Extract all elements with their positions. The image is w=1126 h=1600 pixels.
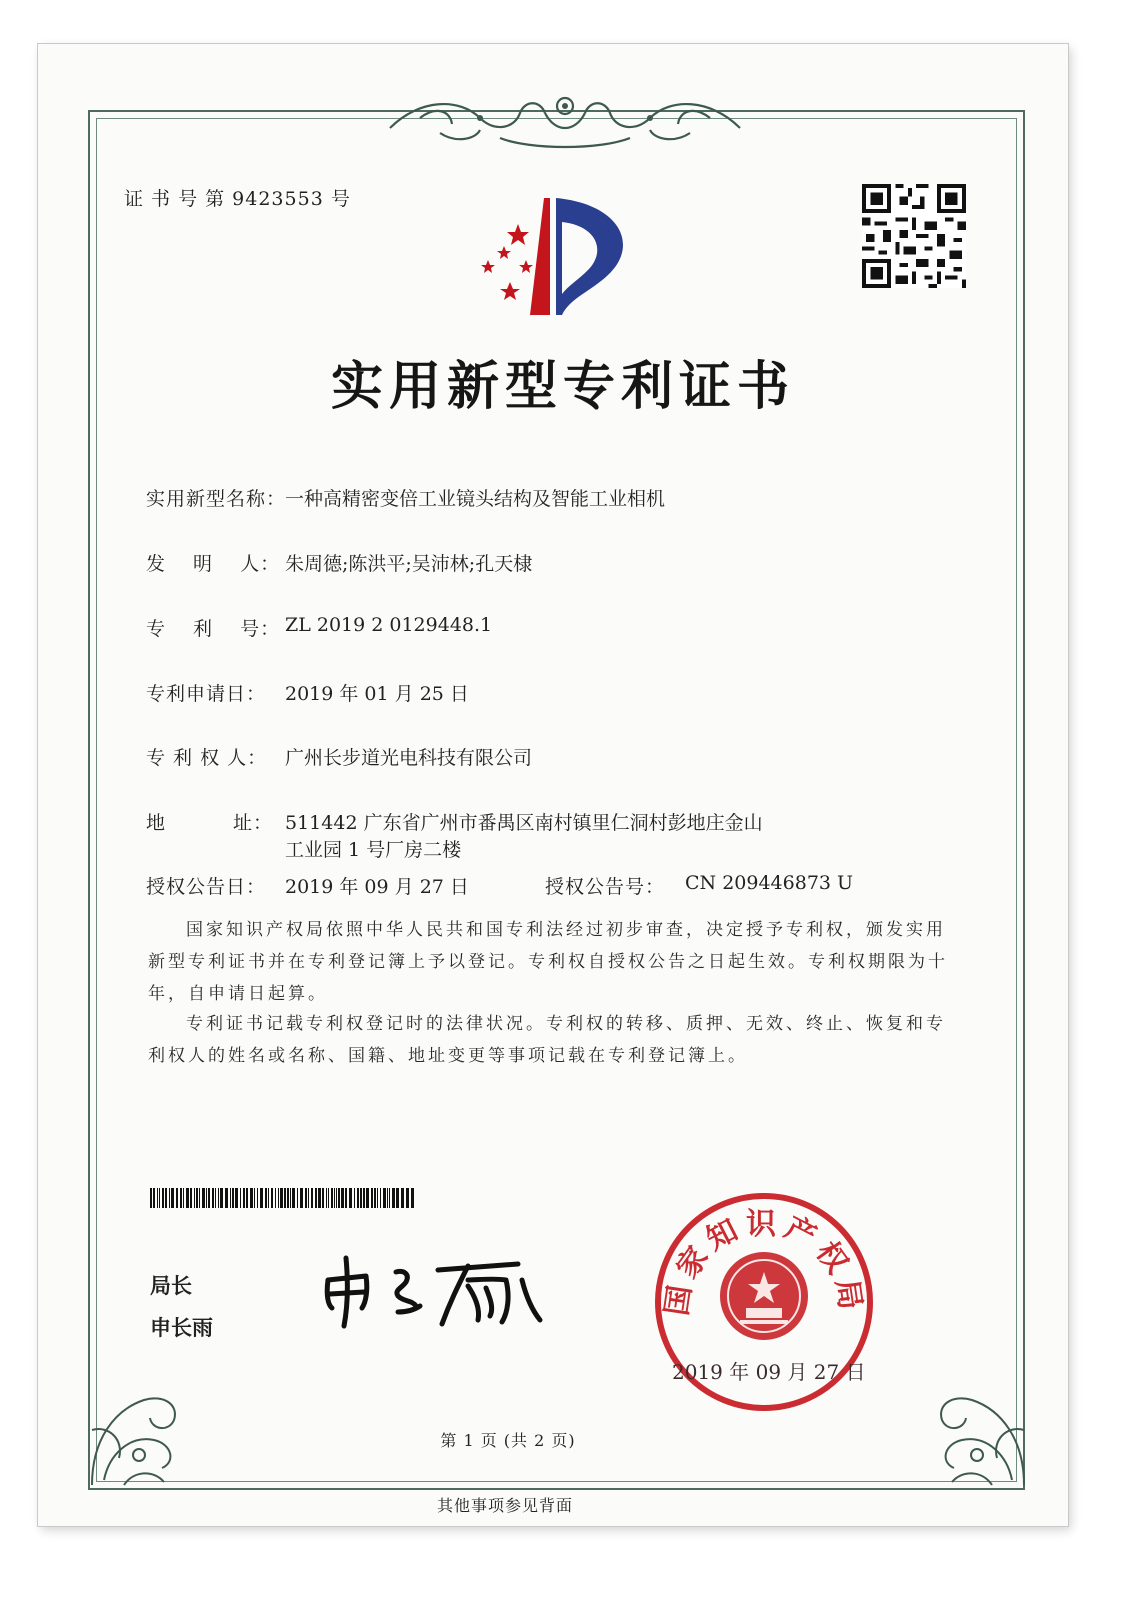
- barcode-bar: [383, 1188, 386, 1208]
- barcode-bar: [150, 1188, 152, 1208]
- barcode-bar: [254, 1188, 255, 1208]
- field-label-address: 地 址：: [146, 812, 274, 834]
- barcode-bar: [202, 1188, 205, 1208]
- field-label-inventor: 发 明 人：: [146, 553, 281, 575]
- field-value-address-line2: 工业园 1 号厂房二楼: [285, 839, 462, 861]
- signature-title: 局长: [150, 1274, 192, 1298]
- field-value-application-date: 2019 年 01 月 25 日: [285, 683, 469, 705]
- barcode-bar: [336, 1188, 337, 1208]
- barcode-bar: [165, 1188, 167, 1208]
- field-value-patentee: 广州长步道光电科技有限公司: [285, 747, 533, 769]
- barcode-bar: [363, 1188, 365, 1208]
- barcode-bar: [331, 1188, 333, 1208]
- field-value-inventor: 朱周德;陈洪平;吴沛林;孔天棣: [285, 553, 533, 575]
- barcode-bar: [265, 1188, 267, 1208]
- qr-code-icon: [862, 184, 966, 288]
- barcode-bar: [338, 1188, 340, 1208]
- barcode-bar: [315, 1188, 317, 1208]
- barcode-bar: [387, 1188, 388, 1208]
- certificate-title: 实用新型专利证书: [330, 357, 795, 417]
- barcode-bar: [290, 1188, 291, 1208]
- barcode-bar: [206, 1188, 207, 1208]
- barcode-bar: [297, 1188, 298, 1208]
- field-label-patent-no: 专 利 号：: [146, 618, 281, 640]
- page-number: 第 1 页 (共 2 页): [440, 1431, 576, 1450]
- barcode-bar: [257, 1188, 258, 1208]
- barcode-bar: [246, 1188, 248, 1208]
- barcode-bar: [328, 1188, 329, 1208]
- barcode-bar: [162, 1188, 164, 1208]
- barcode-bar: [190, 1188, 192, 1208]
- barcode-bar: [218, 1188, 219, 1208]
- barcode-bar: [278, 1188, 279, 1208]
- barcode-bar: [357, 1188, 359, 1208]
- barcode-bar: [169, 1188, 170, 1208]
- top-ornament-icon: [380, 88, 750, 152]
- barcode-bar: [243, 1188, 245, 1208]
- barcode-bar: [360, 1188, 362, 1208]
- barcode-bar: [208, 1188, 210, 1208]
- barcode-bar: [176, 1188, 178, 1208]
- barcode-bar: [377, 1188, 378, 1208]
- barcode-bar: [374, 1188, 376, 1208]
- barcode-bar: [401, 1188, 404, 1208]
- barcode-bar: [341, 1188, 344, 1208]
- barcode-bar: [371, 1188, 373, 1208]
- barcode-bar: [212, 1188, 214, 1208]
- barcode-bar: [280, 1188, 283, 1208]
- back-note: 其他事项参见背面: [436, 1496, 573, 1515]
- barcode-bar: [389, 1188, 390, 1208]
- barcode-bar: [326, 1188, 327, 1208]
- field-value-grant-date: 2019 年 09 月 27 日: [285, 876, 469, 898]
- svg-text:国家知识产权局: 国家知识产权局: [659, 1206, 869, 1318]
- barcode-bar: [300, 1188, 303, 1208]
- barcode-bar: [186, 1188, 189, 1208]
- barcode-bar: [308, 1188, 309, 1208]
- barcode-bar: [220, 1188, 223, 1208]
- barcode-bar: [406, 1188, 409, 1208]
- barcode-bar: [284, 1188, 286, 1208]
- field-label-patentee: 专 利 权 人：: [146, 747, 268, 769]
- barcode-bar: [392, 1188, 395, 1208]
- barcode-bar: [194, 1188, 195, 1208]
- barcode-bar: [159, 1188, 160, 1208]
- paragraph-2: 专利证书记载专利权登记时的法律状况。专利权的转移、质押、无效、终止、恢复和专利权人的姓名或名称、国籍、地址变更等事项记载在专利登记簿上。: [148, 1014, 946, 1066]
- field-label-application-date: 专利申请日：: [146, 683, 267, 705]
- barcode-bar: [354, 1188, 355, 1208]
- field-value-patent-no: ZL 2019 2 0129448.1: [285, 614, 493, 636]
- barcode-bar: [271, 1188, 273, 1208]
- barcode-bar: [349, 1188, 352, 1208]
- barcode-bar: [380, 1188, 381, 1208]
- barcode-bar: [171, 1188, 174, 1208]
- barcode-bar: [322, 1188, 324, 1208]
- barcode-bar: [305, 1188, 307, 1208]
- barcode-bar: [153, 1188, 155, 1208]
- barcode-bar: [180, 1188, 182, 1208]
- barcode-bar: [411, 1188, 414, 1208]
- barcode-bar: [311, 1188, 313, 1208]
- field-label-name: 实用新型名称：: [146, 488, 287, 510]
- barcode-bar: [232, 1188, 234, 1208]
- field-label-grant-date: 授权公告日：: [146, 876, 267, 898]
- barcode-bar: [199, 1188, 200, 1208]
- paragraph-1: 国家知识产权局依照中华人民共和国专利法经过初步审查，决定授予专利权，颁发实用新型专利证书并在专利登记簿上予以登记。专利权自授权公告之日起生效。专利权期限为十年，自申请日起算。: [148, 920, 948, 1004]
- patent-office-logo-icon: [470, 190, 640, 320]
- barcode-bar: [240, 1188, 241, 1208]
- barcode-bar: [318, 1188, 321, 1208]
- certificate-number: 证 书 号 第 9423553 号: [124, 188, 351, 210]
- barcode-bar: [275, 1188, 276, 1208]
- barcode-bar: [292, 1188, 295, 1208]
- signature-name: 申长雨: [150, 1316, 213, 1340]
- barcode-bar: [287, 1188, 289, 1208]
- field-value-announcement-no: CN 209446873 U: [685, 872, 854, 894]
- barcode-bar: [396, 1188, 399, 1208]
- barcode-bar: [215, 1188, 216, 1208]
- barcode-bar: [366, 1188, 369, 1208]
- barcode-bar: [157, 1188, 158, 1208]
- handwritten-signature: [318, 1250, 548, 1330]
- barcode-bar: [183, 1188, 184, 1208]
- barcode-bar: [250, 1188, 253, 1208]
- field-value-name: 一种高精密变倍工业镜头结构及智能工业相机: [285, 488, 666, 510]
- field-value-address: 511442 广东省广州市番禺区南村镇里仁洞村彭地庄金山: [285, 812, 763, 834]
- barcode-bar: [334, 1188, 335, 1208]
- field-label-announcement-no: 授权公告号：: [545, 876, 666, 898]
- seal-date: 2019 年 09 月 27 日: [672, 1360, 866, 1384]
- barcode-bar: [225, 1188, 228, 1208]
- barcode-icon: [150, 1188, 418, 1208]
- barcode-bar: [260, 1188, 263, 1208]
- barcode-bar: [230, 1188, 231, 1208]
- barcode-bar: [235, 1188, 238, 1208]
- barcode-bar: [196, 1188, 198, 1208]
- barcode-bar: [345, 1188, 347, 1208]
- barcode-bar: [268, 1188, 269, 1208]
